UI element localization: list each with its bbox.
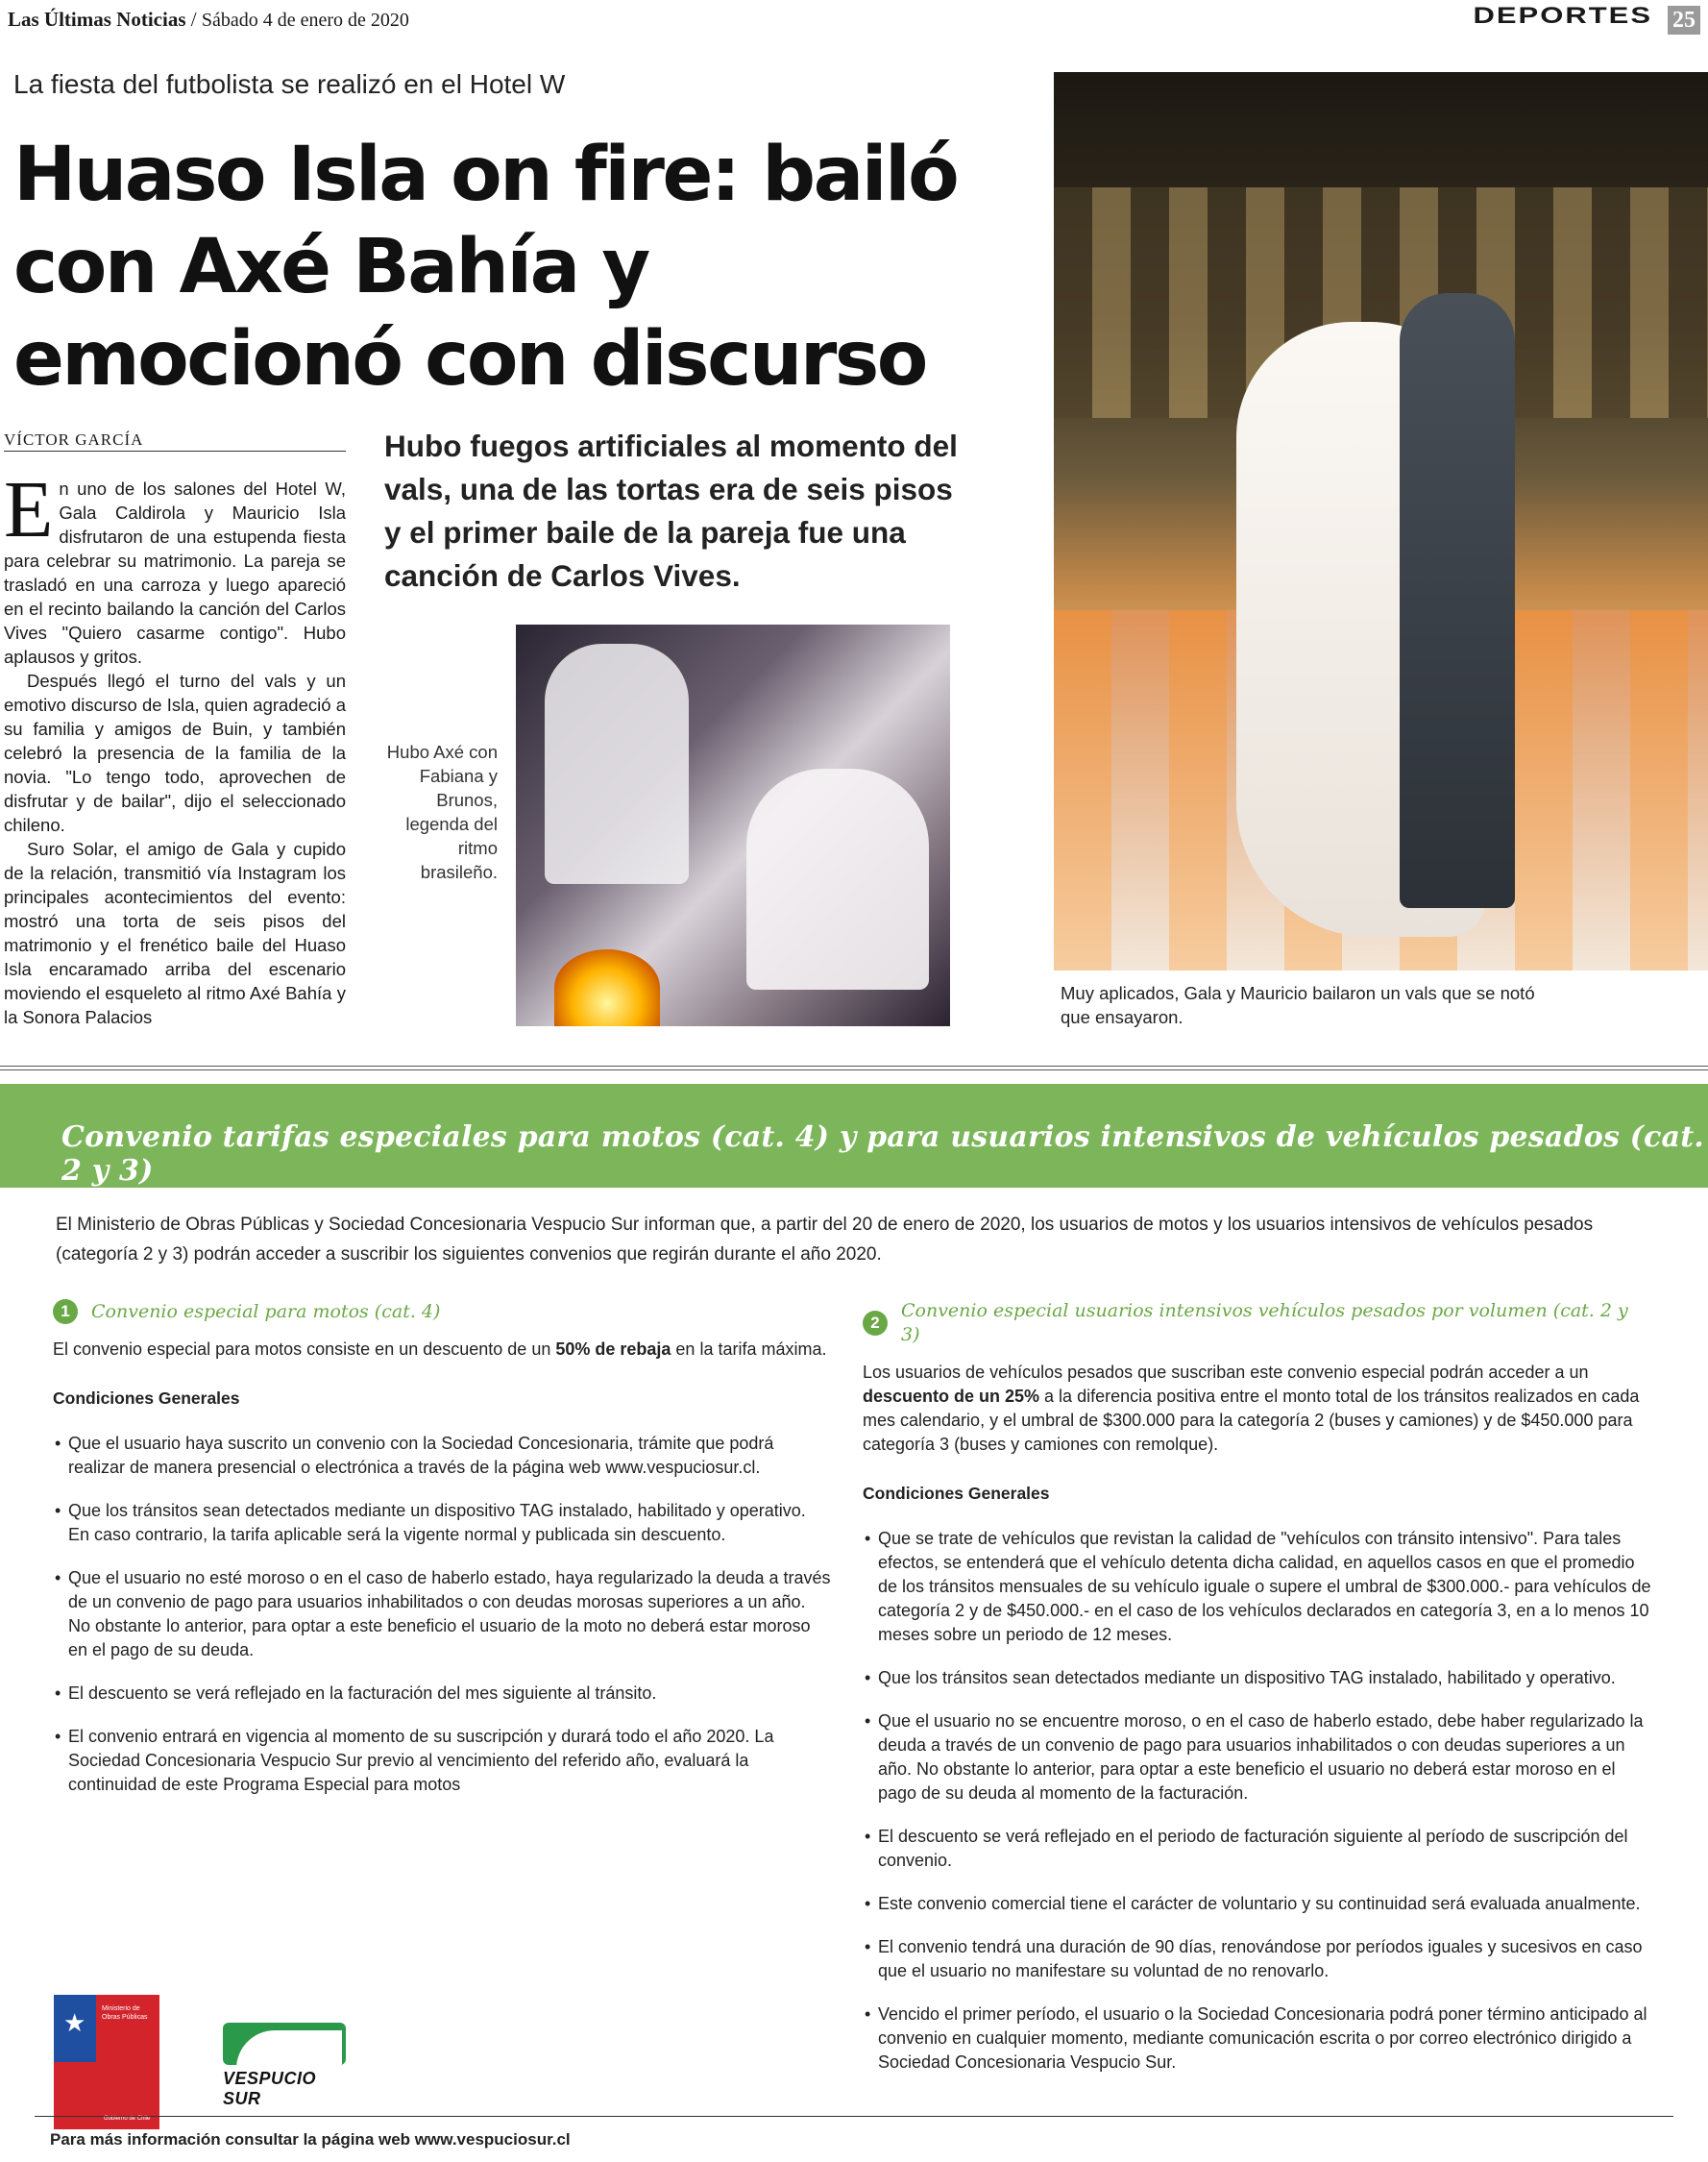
page-number: 25 [1668, 6, 1700, 35]
condition-item: • Que el usuario no se encuentre moroso, o en el caso de haberlo estado, debe haber regularizado la deuda a través de un convenio de pago para usuarios inhabilitados o con deudas superiores a un año. No obstante lo anterior, para optar a este beneficio el usuario no deberá estar moroso en el pago de su deuda al momento de la facturación. [863, 1709, 1652, 1806]
photo-caption-big: Muy aplicados, Gala y Mauricio bailaron un vals que se notó que ensayaron. [1061, 983, 1535, 1027]
condition-item: • Que los tránsitos sean detectados mediante un dispositivo TAG instalado, habilitado y operativo. En caso contrario, la tarifa aplicable será la vigente normal y publicada sin descuento. [53, 1499, 831, 1547]
ad-column-motos [53, 1299, 831, 1816]
condition-item: • Que el usuario no esté moroso o en el caso de haberlo estado, haya regularizado la deuda a través de un convenio de pago para usuarios inhabilitados o con deudas morosas superiores a un año. No obstante lo anterior, para optar a este beneficio el usuario de la moto no deberá estar moroso en el pago de su deuda. [53, 1566, 831, 1662]
condition-item: • Este convenio comercial tiene el carácter de voluntario y su continuidad será evaluada anualmente. [863, 1892, 1652, 1916]
mop-logo-text [96, 1995, 159, 2062]
article-byline: VÍCTOR GARCÍA [4, 430, 346, 452]
vespucio-sur-mark-icon [223, 2023, 346, 2065]
mop-logo-blue [54, 1995, 96, 2062]
condition-item: • El convenio entrará en vigencia al momento de su suscripción y durará todo el año 2020. La Sociedad Concesionaria Vespucio Sur previo al vencimiento del referido año, evaluará la continuidad de este Programa Especial para motos [53, 1725, 831, 1797]
mop-logo-line: Ministerio de [102, 2005, 140, 2012]
condition-item: • Que los tránsitos sean detectados mediante un dispositivo TAG instalado, habilitado y operativo. [863, 1666, 1652, 1690]
photo-caption-small: Hubo Axé con Fabiana y Brunos, legenda del ritmo brasileño. [386, 742, 498, 882]
condition-item: • Que el usuario haya suscrito un convenio con la Sociedad Concesionaria, trámite que podrá realizar de manera presencial o electrónica a través de la página web www.vespuciosur.cl. [53, 1432, 831, 1480]
footer-info: Para más información consultar la página web www.vespuciosur.cl [50, 2130, 571, 2149]
masthead-slash: / [190, 8, 202, 31]
ad-banner [0, 1084, 1708, 1188]
ad-banner-title: Convenio tarifas especiales para motos (cat. 4) y para usuarios intensivos de vehículos pesados (cat. 2 y 3) [61, 1120, 1704, 1188]
ad-column-pesados [863, 1299, 1652, 2094]
article-paragraph: Después llegó el turno del vals y un emotivo discurso de Isla, quien agradeció a su familia y amigos de Buin, y también celebró la presencia de la familia de la novia. "Lo tengo todo, aprovechen de disfrutar y de bailar", dijo el seleccionado chileno. [4, 671, 346, 835]
conditions-title: Condiciones Generales [863, 1484, 1050, 1503]
article-paragraph [4, 465, 346, 669]
mop-logo-gob: Gobierno de Chile [104, 2116, 151, 2122]
photo-figure-singer [545, 644, 689, 884]
conditions-list [53, 1432, 831, 1797]
condition-item: • Vencido el primer período, el usuario o la Sociedad Concesionaria podrá poner término anticipado al convenio en cualquier momento, mediante comunicación escrita o por correo electrónico dirigido a Sociedad Concesionaria Vespucio Sur. [863, 2002, 1652, 2075]
desc-text: Los usuarios de vehículos pesados que suscriban este convenio especial podrán acceder a un [863, 1363, 1589, 1382]
convenio-pesados-header [863, 1299, 1652, 1347]
mop-logo-red [54, 2062, 159, 2129]
fire-emoji-icon [554, 949, 660, 1026]
article-paragraph: Suro Solar, el amigo de Gala y cupido de la relación, transmitió vía Instagram los principales acontecimientos del evento: mostró una torta de seis pisos del matrimonio y el frenético baile del Huaso Isla encaramado arriba del escenario moviendo el esqueleto al ritmo Axé Bahía y la Sonora Palacios [4, 839, 346, 1027]
conditions-list [863, 1527, 1652, 2075]
convenio-pesados-description [863, 1361, 1652, 1457]
drop-cap: E [4, 465, 54, 554]
photo-groom [1400, 293, 1515, 908]
mop-logo-top [54, 1995, 159, 2062]
publication-date: Sábado 4 de enero de 2020 [201, 10, 409, 31]
footer-divider [35, 2116, 1673, 2117]
convenio-pesados-title: Convenio especial usuarios intensivos vehículos pesados por volumen (cat. 2 y 3) [900, 1300, 1628, 1345]
section-divider [0, 1066, 1708, 1070]
number-one-icon: 1 [53, 1299, 78, 1324]
condition-item: • Que se trate de vehículos que revistan la calidad de "vehículos con tránsito intensivo". Para tales efectos, se entenderá que el vehículo detenta dicha calidad, en aquellos casos en que el promedio de los tránsitos mensuales de su vehículo iguale o supere el umbral de $300.000.- para vehículos de categoría 2 y de $450.000.- en el caso de los vehículos declarados en categoría 3, en a lo menos 10 meses sobre un periodo de 12 meses. [863, 1527, 1652, 1647]
vespucio-sur-wordmark: VESPUCIO SUR [223, 2069, 317, 2108]
desc-text: a la diferencia positiva entre el monto total de los tránsitos realizados en cada mes calendario, y el umbral de $300.000 para la categoría 2 (buses y camiones) y de $450.000 para categoría 3 (buses y camiones con remolque). [863, 1387, 1640, 1454]
conditions-title: Condiciones Generales [53, 1388, 240, 1408]
condition-item: • El descuento se verá reflejado en la facturación del mes siguiente al tránsito. [53, 1682, 831, 1706]
mop-logo-line: Obras Públicas [102, 2014, 148, 2021]
desc-bold: 50% de rebaja [555, 1339, 671, 1359]
article-lede: Hubo fuegos artificiales al momento del vals, una de las tortas era de seis pisos y el primer baile de la pareja fue una canción de Carlos Vives. [384, 429, 958, 593]
desc-text: El convenio especial para motos consiste en un descuento de un [53, 1339, 556, 1359]
convenio-motos-description [53, 1338, 831, 1362]
star-icon: ★ [63, 2008, 86, 2037]
photo-band-performance [516, 625, 950, 1026]
article-headline: Huaso Isla on fire: bailó con Axé Bahía y emocionó con discurso [13, 132, 958, 403]
article-kicker: La fiesta del futbolista se realizó en el Hotel W [13, 69, 566, 99]
newspaper-name: Las Últimas Noticias [8, 8, 186, 31]
paragraph-text: n uno de los salones del Hotel W, Gala Caldirola y Mauricio Isla disfrutaron de una estupenda fiesta para celebrar su matrimonio. La pareja se trasladó en una carroza y luego apareció en el recinto bailando la canción del Carlos Vives "Quiero casarme contigo". Hubo aplausos y gritos. [4, 479, 346, 667]
masthead-info [8, 8, 409, 32]
photo-wedding-dance [1054, 72, 1708, 970]
mop-logo [54, 1995, 159, 2129]
ad-intro: El Ministerio de Obras Públicas y Sociedad Concesionaria Vespucio Sur informan que, a partir del 20 de enero de 2020, los usuarios de motos y los usuarios intensivos de vehículos pesados (categoría 2 y 3) podrán acceder a suscribir los siguientes convenios que regirán durante el año 2020. [56, 1215, 1594, 1265]
condition-item: • El convenio tendrá una duración de 90 días, renovándose por períodos iguales y sucesivos en caso que el usuario no manifestare su voluntad de no renovarlo. [863, 1935, 1652, 1983]
masthead [8, 2, 1700, 33]
section-name: DEPORTES [1473, 2, 1652, 29]
convenio-motos-header [53, 1299, 831, 1324]
desc-text: en la tarifa máxima. [671, 1339, 827, 1359]
number-two-icon: 2 [863, 1311, 888, 1336]
photo-figure-drummer [746, 769, 929, 990]
condition-item: • El descuento se verá reflejado en el periodo de facturación siguiente al período de suscripción del convenio. [863, 1825, 1652, 1873]
article-body [4, 465, 346, 1029]
desc-bold: descuento de un 25% [863, 1387, 1040, 1406]
vespucio-sur-logo [223, 2023, 348, 2108]
convenio-motos-title: Convenio especial para motos (cat. 4) [91, 1300, 441, 1322]
